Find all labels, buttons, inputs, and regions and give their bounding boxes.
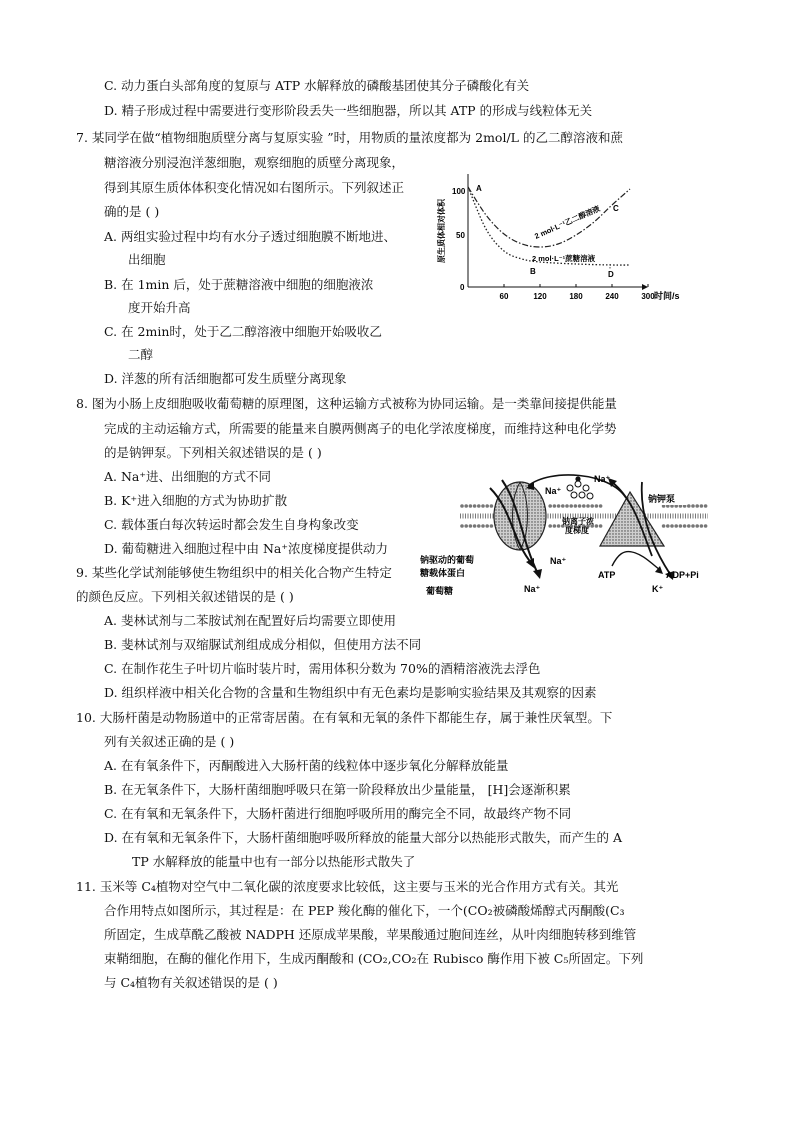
lipid-head: [490, 504, 494, 508]
q10-option-a: A. 在有氧条件下，丙酮酸进入大肠杆菌的线粒体中逐步氧化分解释放能量: [104, 758, 509, 773]
lipid-head: [569, 504, 573, 508]
lipid-head: [679, 524, 683, 528]
q8-stem-line: 的是钠钾泵。下列相关叙述错误的是 ( ): [104, 445, 322, 460]
lipid-head: [590, 504, 594, 508]
y-tick-0: 0: [460, 283, 465, 292]
arrowhead: [533, 569, 542, 579]
point-a-label: A: [476, 184, 482, 193]
glucose-carrier-protein: [494, 482, 546, 550]
lipid-head: [464, 504, 468, 508]
lipid-head: [595, 504, 599, 508]
point-b-label: B: [530, 267, 536, 276]
na-inside-label: Na⁺: [550, 556, 567, 566]
lipid-head: [477, 524, 481, 528]
glycol-series-label: 2 mol·L⁻¹乙二醇溶液: [533, 203, 602, 241]
lipid-head: [586, 504, 590, 508]
q10-option-b: B. 在无氧条件下，大肠杆菌细胞呼吸只在第一阶段释放出少量能量， [H]会逐渐积累: [104, 782, 571, 797]
sucrose-series-label: 2 mol·L⁻¹蔗糖溶液: [532, 254, 596, 263]
gradient-label-cont: 度梯度: [565, 526, 589, 535]
lipid-head: [561, 504, 565, 508]
x-axis-label: 时间/s: [654, 291, 680, 301]
x-tick-label: 120: [533, 292, 547, 301]
carrier-label: 钠驱动的葡萄: [420, 555, 475, 565]
q7-option-b: B. 在 1min 后，处于蔗糖溶液中细胞的细胞液浓: [104, 277, 374, 292]
lipid-head: [473, 504, 477, 508]
lipid-head: [460, 524, 464, 528]
q7-option-a-cont: 出细胞: [128, 252, 166, 267]
q8-stem-line: 完成的主动运输方式，所需要的能量来自膜两侧离子的电化学浓度梯度，而维持这种电化学势: [104, 421, 617, 436]
q7-option-c-cont: 二醇: [128, 347, 154, 362]
lipid-head: [700, 504, 704, 508]
lipid-head: [695, 524, 699, 528]
lipid-head: [481, 504, 485, 508]
x-tick-label: 240: [605, 292, 619, 301]
q8-option-c: C. 载体蛋白每次转运时都会发生自身构象改变: [104, 517, 359, 532]
lipid-head: [595, 524, 599, 528]
lipid-head: [565, 504, 569, 508]
lipid-head: [557, 524, 561, 528]
lipid-head: [666, 524, 670, 528]
lipid-head: [473, 524, 477, 528]
point-d-label: D: [608, 270, 614, 279]
lipid-head: [553, 504, 557, 508]
lipid-head: [469, 504, 473, 508]
lipid-head: [599, 504, 603, 508]
lipid-head: [460, 504, 464, 508]
na-outside-label: Na⁺: [545, 486, 562, 496]
lipid-head: [662, 524, 666, 528]
q11-stem-line: 合作用特点如图所示，其过程是：在 PEP 羧化酶的催化下，一个(CO₂被磷酸烯醇式丙酮酸(C₃: [104, 903, 625, 918]
q11-stem-line: 束鞘细胞，在酶的催化作用下，生成丙酮酸和 (CO₂,CO₂在 Rubisco 酶作用下被 C₅所固定。下列: [104, 951, 644, 966]
lipid-head: [674, 524, 678, 528]
q8-stem: 8. 图为小肠上皮细胞吸收葡萄糖的原理图，这种运输方式被称为协同运输。是一类靠间接提供能量: [76, 396, 617, 411]
q10-stem: 10. 大肠杆菌是动物肠道中的正常寄居菌。在有氧和无氧的条件下都能生存，属于兼性厌氧型。下: [76, 710, 613, 725]
q9-option-a: A. 斐林试剂与二苯胺试剂在配置好后均需要立即使用: [104, 613, 396, 628]
lipid-head: [695, 504, 699, 508]
q6-option-c: C. 动力蛋白头部角度的复原与 ATP 水解释放的磷酸基团使其分子磷酸化有关: [104, 78, 530, 93]
gradient-label: 钠离子浓: [562, 517, 594, 526]
glucose-label: 葡萄糖: [426, 586, 454, 596]
lipid-head: [670, 524, 674, 528]
q7-option-c: C. 在 2min时，处于乙二醇溶液中细胞开始吸收乙: [104, 324, 382, 339]
lipid-head: [687, 524, 691, 528]
atp-arrow: [612, 552, 660, 570]
q7-option-a: A. 两组实验过程中均有水分子透过细胞膜不断地进、: [104, 229, 396, 244]
lipid-head: [557, 504, 561, 508]
lipid-head: [485, 524, 489, 528]
q11-stem-line: 所固定，生成草酰乙酸被 NADPH 还原成苹果酸，苹果酸通过胞间连丝，从叶肉细胞转移到维管: [104, 927, 637, 942]
q9-stem-line: 的颜色反应。下列相关叙述错误的是 ( ): [76, 589, 294, 604]
atp-label: ATP: [598, 570, 616, 580]
lipid-head: [469, 524, 473, 528]
x-tick-label: 180: [569, 292, 583, 301]
lipid-head: [481, 524, 485, 528]
q9-option-c: C. 在制作花生子叶切片临时装片时，需用体积分数为 70%的酒精溶液洗去浮色: [104, 661, 541, 676]
lipid-head: [704, 524, 708, 528]
adp-label: ADP+Pi: [666, 570, 699, 580]
lipid-head: [548, 504, 552, 508]
q11-stem: 11. 玉米等 C₄植物对空气中二氧化碳的浓度要求比较低，这主要与玉米的光合作用方式有关。其光: [76, 879, 619, 894]
q9-option-b: B. 斐林试剂与双缩脲试剂组成成分相似，但使用方法不同: [104, 637, 422, 652]
y-tick-50: 50: [456, 231, 465, 240]
q10-option-d-cont: TP 水解释放的能量中也有一部分以热能形式散失了: [132, 854, 416, 869]
q7-stem-line: 得到其原生质体体积变化情况如右图所示。下列叙述正: [104, 180, 405, 195]
na-pump-out-label: Na⁺: [594, 474, 611, 484]
lipid-head: [691, 504, 695, 508]
q6-option-d: D. 精子形成过程中需要进行变形阶段丢失一些细胞器，所以其 ATP 的形成与线粒体无关: [104, 103, 593, 118]
point-c-label: C: [613, 204, 619, 213]
x-tick-label: 60: [499, 292, 509, 301]
q11-stem-line: 与 C₄植物有关叙述错误的是 ( ): [104, 975, 278, 990]
lipid-head: [477, 504, 481, 508]
lipid-head: [578, 504, 582, 508]
q7-stem-line: 糖溶液分别浸泡洋葱细胞，观察细胞的质壁分离现象，: [104, 155, 405, 170]
volume-line-chart: [432, 160, 682, 305]
sodium-ion-cluster: [567, 476, 593, 499]
q9-option-d: D. 组织样液中相关化合物的含量和生物组织中有无色素均是影响实验结果及其观察的因素: [104, 685, 597, 700]
q7-option-d: D. 洋葱的所有活细胞都可发生质壁分离现象: [104, 371, 347, 386]
lipid-head: [704, 504, 708, 508]
q10-stem-line: 列有关叙述正确的是 ( ): [104, 734, 235, 749]
q8-option-d: D. 葡萄糖进入细胞过程中由 Na⁺浓度梯度提供动力: [104, 541, 388, 556]
k-label: K⁺: [652, 584, 664, 594]
q10-option-d: D. 在有氧和无氧条件下，大肠杆菌细胞呼吸所释放的能量大部分以热能形式散失，而产生的 A: [104, 830, 623, 845]
q9-stem: 9. 某些化学试剂能够使生物组织中的相关化合物产生特定: [76, 565, 392, 580]
lipid-head: [599, 524, 603, 528]
lipid-head: [691, 524, 695, 528]
cotransport-diagram: [420, 470, 710, 596]
y-axis-label: 原生质体相对体积: [437, 199, 446, 263]
na-released-label: Na⁺: [524, 584, 541, 594]
lipid-head: [582, 504, 586, 508]
lipid-head: [574, 504, 578, 508]
x-tick-label: 300: [641, 292, 655, 301]
lipid-head: [490, 524, 494, 528]
carrier-label-cont: 糖载体蛋白: [420, 568, 466, 578]
q8-option-a: A. Na⁺进、出细胞的方式不同: [104, 469, 271, 484]
q7-option-b-cont: 度开始升高: [128, 300, 191, 315]
lipid-head: [687, 504, 691, 508]
lipid-head: [683, 524, 687, 528]
q8-option-b: B. K⁺进入细胞的方式为协助扩散: [104, 493, 288, 508]
lipid-head: [700, 524, 704, 528]
q10-option-c: C. 在有氧和无氧条件下，大肠杆菌进行细胞呼吸所用的酶完全不同，故最终产物不同: [104, 806, 572, 821]
lipid-head: [553, 524, 557, 528]
q7-stem: 7. 某同学在做“植物细胞质壁分离与复原实验 ”时，用物质的量浓度都为 2mol/L 的乙二醇溶液和蔗: [76, 130, 623, 145]
lipid-head: [464, 524, 468, 528]
lipid-head: [548, 524, 552, 528]
x-axis-arrow: [642, 284, 648, 290]
lipid-head: [485, 504, 489, 508]
q7-stem-line: 确的是 ( ): [104, 204, 160, 219]
y-tick-100: 100: [452, 187, 466, 196]
pump-label: 钠钾泵: [648, 494, 676, 504]
